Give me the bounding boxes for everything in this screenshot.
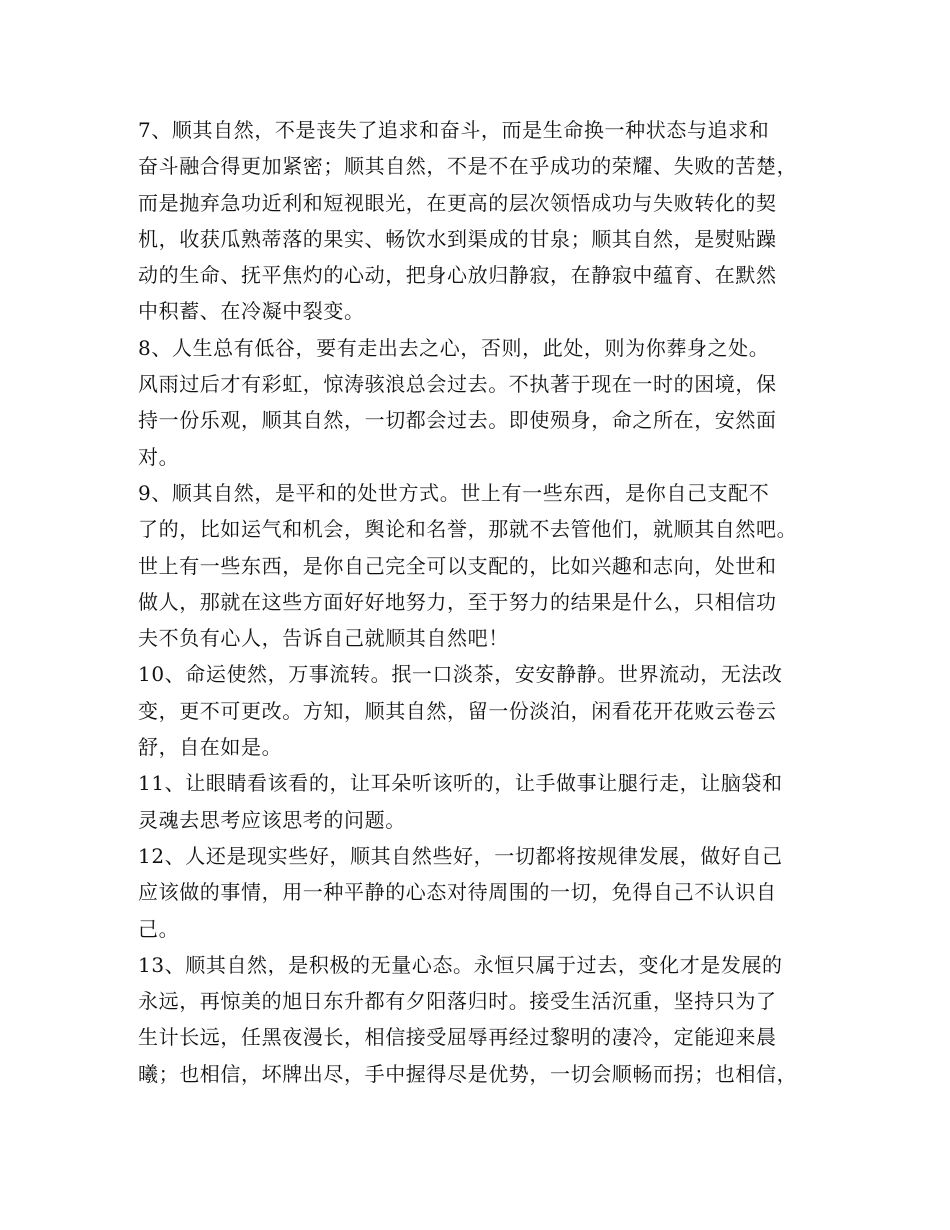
text-line: 己。	[138, 916, 180, 941]
text-line: 曦；也相信，坏牌出尽，手中握得尽是优势，一切会顺畅而拐；也相信，	[138, 1061, 798, 1086]
text-line: 灵魂去思考应该思考的问题。	[138, 807, 406, 832]
text-line: 持一份乐观，顺其自然，一切都会过去。即使殒身，命之所在，安然面	[138, 408, 777, 433]
text-line: 12、人还是现实些好，顺其自然些好，一切都将按规律发展，做好自己	[138, 843, 783, 868]
paragraph-11	[138, 765, 814, 838]
text-line: 中积蓄、在冷凝中裂变。	[138, 299, 365, 324]
paragraph-7	[138, 112, 814, 330]
text-line: 风雨过后才有彩虹，惊涛骇浪总会过去。不执著于现在一时的困境，保	[138, 372, 777, 397]
paragraph-13	[138, 947, 814, 1092]
text-line: 而是抛弃急功近利和短视眼光，在更高的层次领悟成功与失败转化的契	[138, 190, 777, 215]
text-line: 应该做的事情，用一种平静的心态对待周围的一切，免得自己不认识自	[138, 880, 777, 905]
text-line: 8、人生总有低谷，要有走出去之心，否则，此处，则为你葬身之处。	[138, 335, 770, 360]
text-line: 夫不负有心人，告诉自己就顺其自然吧！	[138, 626, 509, 651]
text-line: 动的生命、抚平焦灼的心动，把身心放归静寂，在静寂中蕴育、在默然	[138, 263, 777, 288]
document-body	[138, 112, 814, 1092]
text-line: 变，更不可更改。方知，顺其自然，留一份淡泊，闲看花开花败云卷云	[138, 698, 777, 723]
text-line: 舒，自在如是。	[138, 735, 283, 760]
text-line: 对。	[138, 444, 180, 469]
text-line: 生计长远，任黑夜漫长，相信接受屈辱再经过黎明的凄冷，定能迎来晨	[138, 1025, 777, 1050]
text-line: 机，收获瓜熟蒂落的果实、畅饮水到渠成的甘泉；顺其自然，是熨贴躁	[138, 226, 777, 251]
text-line: 10、命运使然，万事流转。抿一口淡茶，安安静静。世界流动，无法改	[138, 662, 783, 687]
text-line: 9、顺其自然，是平和的处世方式。世上有一些东西，是你自己支配不	[138, 480, 770, 505]
text-line: 永远，再惊美的旭日东升都有夕阳落归时。接受生活沉重，坚持只为了	[138, 989, 777, 1014]
paragraph-12	[138, 838, 814, 947]
text-line: 世上有一些东西，是你自己完全可以支配的，比如兴趣和志向，处世和	[138, 553, 777, 578]
text-line: 做人，那就在这些方面好好地努力，至于努力的结果是什么，只相信功	[138, 589, 777, 614]
text-line: 11、让眼睛看该看的，让耳朵听该听的，让手做事让腿行走，让脑袋和	[138, 771, 783, 796]
text-line: 13、顺其自然，是积极的无量心态。永恒只属于过去，变化才是发展的	[138, 952, 783, 977]
text-line: 了的，比如运气和机会，舆论和名誉，那就不去管他们，就顺其自然吧。	[138, 517, 798, 542]
paragraph-10	[138, 656, 814, 765]
paragraph-9	[138, 475, 814, 656]
text-line: 奋斗融合得更加紧密；顺其自然，不是不在乎成功的荣耀、失败的苦楚，	[138, 154, 798, 179]
paragraph-8	[138, 330, 814, 475]
text-line: 7、顺其自然，不是丧失了追求和奋斗，而是生命换一种状态与追求和	[138, 118, 770, 142]
